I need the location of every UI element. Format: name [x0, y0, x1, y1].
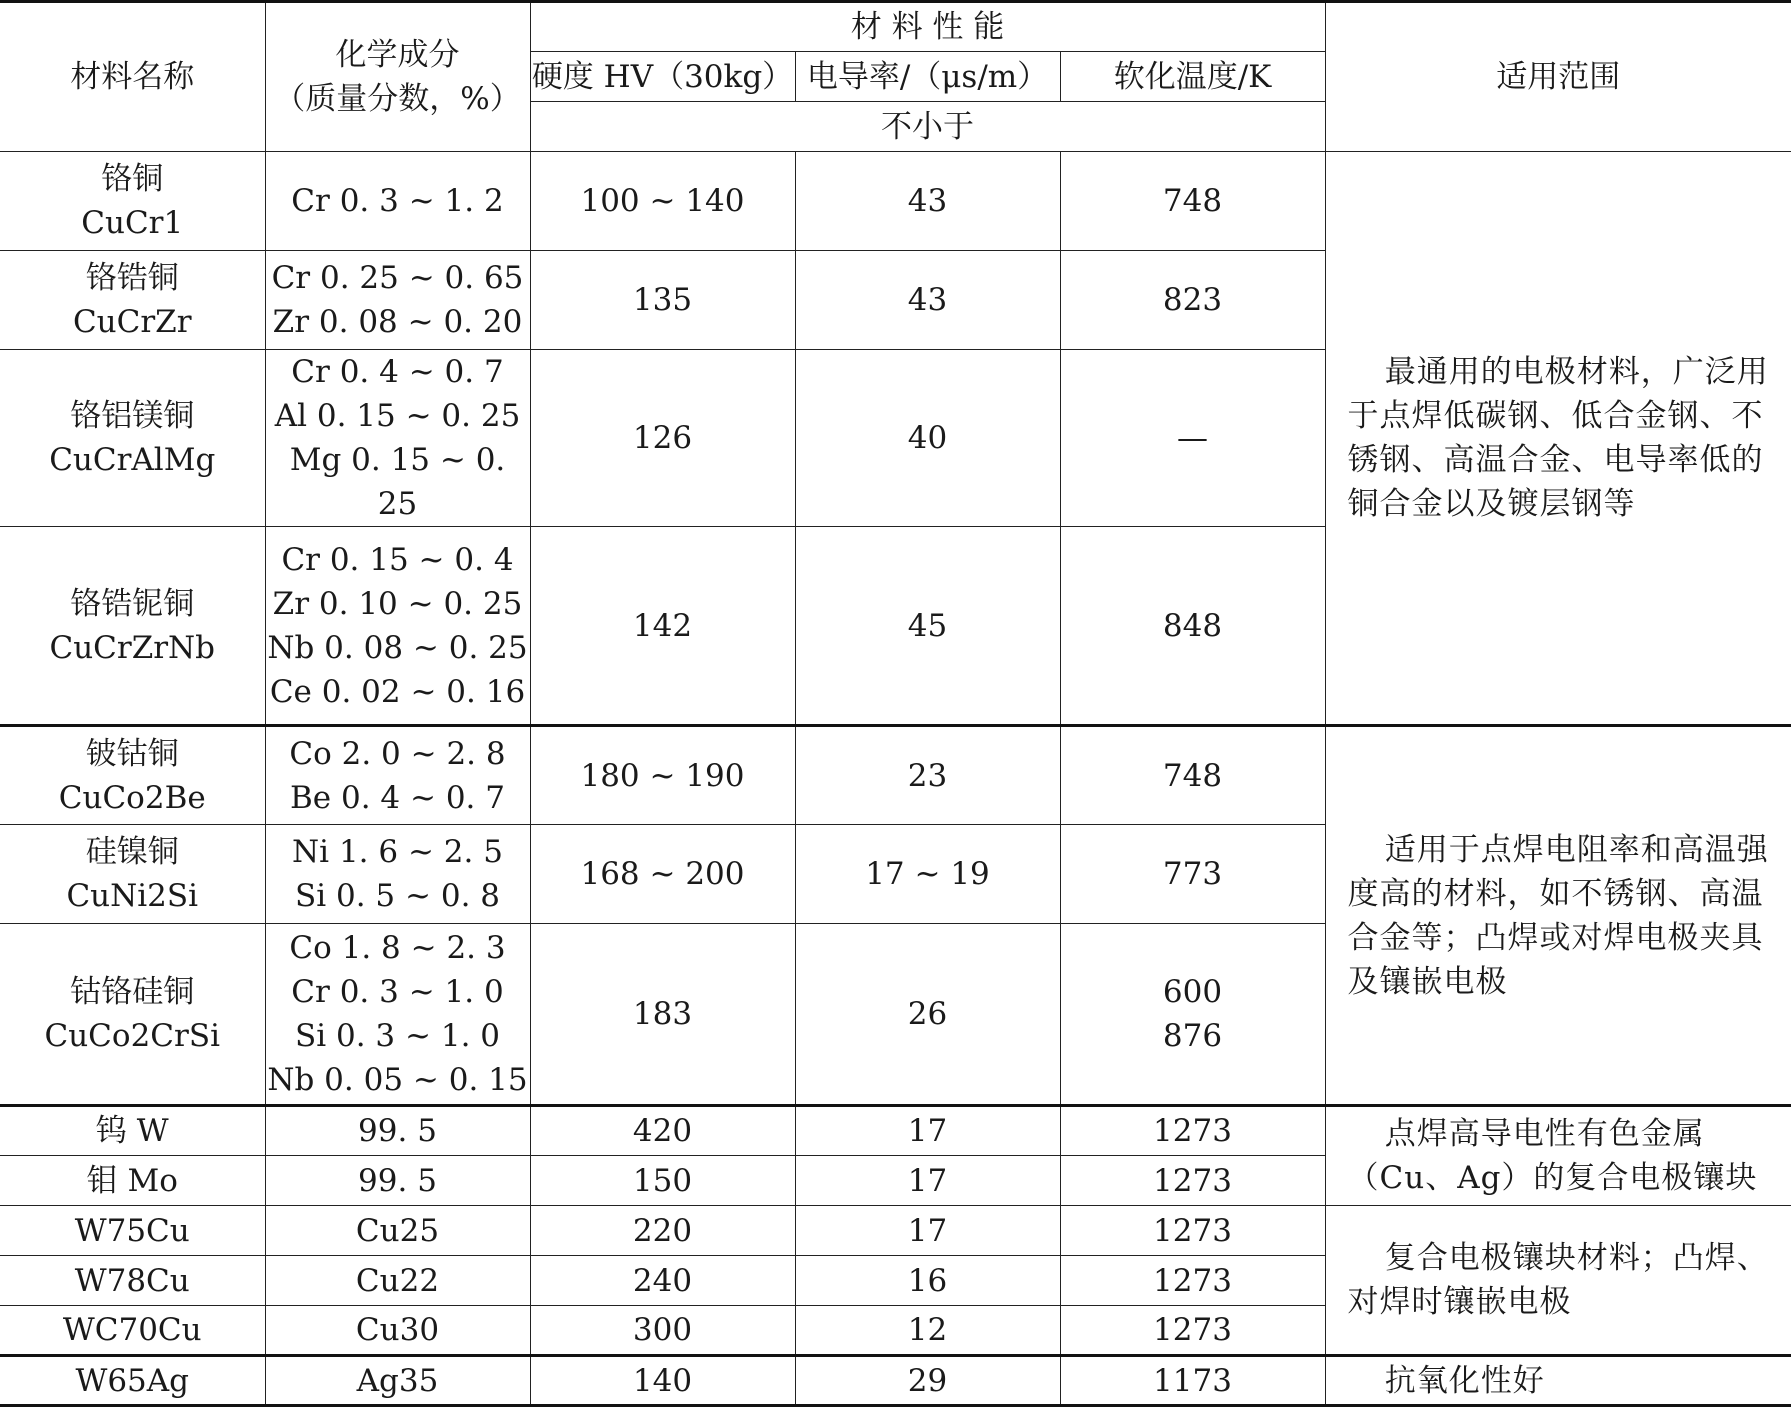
composition-line: Nb 0. 08 ~ 0. 25	[267, 629, 528, 666]
material-name-cell: 钼 Mo	[0, 1156, 265, 1206]
material-name-cell	[0, 350, 265, 527]
hardness-cell: 300	[530, 1306, 795, 1356]
softening-cell: 1273	[1060, 1256, 1325, 1306]
material-name-cn: 铬锆铜	[85, 260, 179, 296]
composition-line: Cr 0. 3 ~ 1. 0	[291, 974, 504, 1010]
header-hardness: 硬度 HV（30kg）	[530, 52, 795, 102]
composition-cell: Cu30	[265, 1306, 530, 1356]
composition-cell	[265, 825, 530, 924]
hardness-cell: 183	[530, 924, 795, 1106]
composition-line: Si 0. 5 ~ 0. 8	[295, 878, 500, 914]
material-name-cn: 硅镍铜	[85, 834, 179, 870]
header-conductivity: 电导率/（μs/m）	[795, 52, 1060, 102]
conductivity-cell: 17	[795, 1156, 1060, 1206]
softening-value: 748	[1162, 757, 1223, 794]
conductivity-cell: 43	[795, 152, 1060, 251]
material-name-code: CuNi2Si	[66, 878, 199, 914]
composition-cell	[265, 726, 530, 825]
header-softening: 软化温度/K	[1060, 52, 1325, 102]
softening-cell	[1060, 825, 1325, 924]
usage-cell-group-5	[1325, 1356, 1791, 1406]
conductivity-cell: 17	[795, 1206, 1060, 1256]
composition-line: Cr 0. 25 ~ 0. 65	[271, 260, 524, 296]
softening-value: 848	[1162, 607, 1223, 644]
usage-cell-group-1	[1325, 152, 1791, 726]
softening-cell: 1273	[1060, 1306, 1325, 1356]
usage-text: 抗氧化性好	[1384, 1362, 1545, 1399]
composition-cell	[265, 924, 530, 1106]
composition-cell: 99. 5	[265, 1106, 530, 1156]
conductivity-cell: 16	[795, 1256, 1060, 1306]
conductivity-cell: 43	[795, 251, 1060, 350]
table-row	[0, 152, 1791, 251]
material-name-cell: WC70Cu	[0, 1306, 265, 1356]
softening-cell: 1273	[1060, 1106, 1325, 1156]
header-composition-line-2: （质量分数，%）	[274, 81, 521, 117]
composition-cell	[265, 350, 530, 527]
material-name-code: CuCrZr	[72, 304, 192, 340]
table-row	[0, 726, 1791, 825]
composition-cell	[265, 152, 530, 251]
composition-line: Si 0. 3 ~ 1. 0	[295, 1018, 500, 1054]
softening-cell	[1060, 152, 1325, 251]
composition-line: Co 2. 0 ~ 2. 8	[289, 735, 506, 772]
hardness-cell: 420	[530, 1106, 795, 1156]
composition-line: Co 1. 8 ~ 2. 3	[289, 930, 506, 966]
composition-line: Cr 0. 4 ~ 0. 7	[291, 354, 504, 390]
composition-line: Cr 0. 15 ~ 0. 4	[281, 541, 514, 578]
header-usage: 适用范围	[1325, 2, 1791, 152]
softening-value: 773	[1162, 856, 1223, 892]
material-name-code: CuCrAlMg	[49, 442, 216, 478]
usage-text: 最通用的电极材料，广泛用于点焊低碳钢、低合金钢、不锈钢、高温合金、电导率低的铜合金以及镀层钢等	[1347, 354, 1769, 522]
composition-line: Mg 0. 15 ~ 0. 25	[289, 442, 506, 522]
composition-line: Cr 0. 3 ~ 1. 2	[291, 183, 504, 219]
hardness-cell: 220	[530, 1206, 795, 1256]
material-name-cell	[0, 825, 265, 924]
softening-value: 600	[1162, 974, 1223, 1010]
softening-value: 876	[1162, 1018, 1223, 1054]
header-row-1	[0, 2, 1791, 52]
header-composition-line-1: 化学成分	[335, 37, 460, 73]
softening-cell: 1173	[1060, 1356, 1325, 1406]
hardness-cell: 142	[530, 527, 795, 726]
hardness-cell: 240	[530, 1256, 795, 1306]
softening-cell	[1060, 527, 1325, 726]
usage-cell-group-2	[1325, 726, 1791, 1106]
conductivity-cell: 12	[795, 1306, 1060, 1356]
material-name-code: CuCo2CrSi	[44, 1018, 220, 1054]
material-name-code: CuCo2Be	[58, 779, 206, 816]
usage-text: 点焊高导电性有色金属（Cu、Ag）的复合电极镶块	[1347, 1116, 1758, 1196]
composition-cell: 99. 5	[265, 1156, 530, 1206]
header-material-name: 材料名称	[0, 2, 265, 152]
material-name-code: CuCr1	[81, 205, 184, 241]
table-row	[0, 1356, 1791, 1406]
composition-cell: Cu25	[265, 1206, 530, 1256]
material-name-cell	[0, 152, 265, 251]
composition-line: Nb 0. 05 ~ 0. 15	[267, 1062, 528, 1098]
usage-cell-group-4	[1325, 1206, 1791, 1356]
softening-cell: 1273	[1060, 1156, 1325, 1206]
softening-cell	[1060, 251, 1325, 350]
material-name-cell	[0, 527, 265, 726]
conductivity-cell: 45	[795, 527, 1060, 726]
hardness-cell: 150	[530, 1156, 795, 1206]
hardness-cell: 135	[530, 251, 795, 350]
conductivity-cell: 26	[795, 924, 1060, 1106]
header-min-note: 不小于	[530, 102, 1325, 152]
material-name-cell: 钨 W	[0, 1106, 265, 1156]
material-name-cell	[0, 924, 265, 1106]
softening-value: 748	[1162, 183, 1223, 219]
material-name-cn: 铬铜	[101, 161, 164, 197]
material-name-code: CuCrZrNb	[49, 629, 216, 666]
composition-line: Zr 0. 08 ~ 0. 20	[272, 304, 523, 340]
hardness-cell: 126	[530, 350, 795, 527]
material-name-cn: 钴铬硅铜	[70, 974, 195, 1010]
composition-line: Ce 0. 02 ~ 0. 16	[269, 673, 526, 710]
conductivity-cell: 17	[795, 1106, 1060, 1156]
material-name-cn: 铬铝镁铜	[70, 398, 195, 434]
table-row	[0, 1106, 1791, 1156]
material-name-cell	[0, 251, 265, 350]
table-row	[0, 1206, 1791, 1256]
material-name-cell: W78Cu	[0, 1256, 265, 1306]
composition-line: Zr 0. 10 ~ 0. 25	[272, 585, 523, 622]
softening-value: 823	[1162, 282, 1223, 318]
header-properties: 材 料 性 能	[530, 2, 1325, 52]
composition-cell	[265, 527, 530, 726]
conductivity-cell: 40	[795, 350, 1060, 527]
hardness-cell: 180 ~ 190	[530, 726, 795, 825]
composition-cell: Ag35	[265, 1356, 530, 1406]
hardness-cell: 168 ~ 200	[530, 825, 795, 924]
hardness-cell: 100 ~ 140	[530, 152, 795, 251]
conductivity-cell: 29	[795, 1356, 1060, 1406]
usage-text: 复合电极镶块材料；凸焊、对焊时镶嵌电极	[1347, 1240, 1769, 1320]
material-name-cell	[0, 726, 265, 825]
composition-line: Ni 1. 6 ~ 2. 5	[292, 834, 503, 870]
softening-cell	[1060, 726, 1325, 825]
conductivity-cell: 23	[795, 726, 1060, 825]
usage-cell-group-3	[1325, 1106, 1791, 1206]
softening-cell	[1060, 350, 1325, 527]
header-composition	[265, 2, 530, 152]
material-name-cell: W75Cu	[0, 1206, 265, 1256]
material-name-cn: 铍钴铜	[85, 735, 179, 772]
composition-line: Be 0. 4 ~ 0. 7	[290, 779, 505, 816]
softening-cell	[1060, 924, 1325, 1106]
hardness-cell: 140	[530, 1356, 795, 1406]
composition-cell	[265, 251, 530, 350]
softening-cell: 1273	[1060, 1206, 1325, 1256]
composition-cell: Cu22	[265, 1256, 530, 1306]
material-name-cell: W65Ag	[0, 1356, 265, 1406]
conductivity-cell: 17 ~ 19	[795, 825, 1060, 924]
softening-value: —	[1177, 420, 1208, 456]
usage-text: 适用于点焊电阻率和高温强度高的材料，如不锈钢、高温合金等；凸焊或对焊电极夹具及镶嵌电极	[1347, 831, 1769, 1000]
material-name-cn: 铬锆铌铜	[70, 585, 195, 622]
composition-line: Al 0. 15 ~ 0. 25	[274, 398, 521, 434]
